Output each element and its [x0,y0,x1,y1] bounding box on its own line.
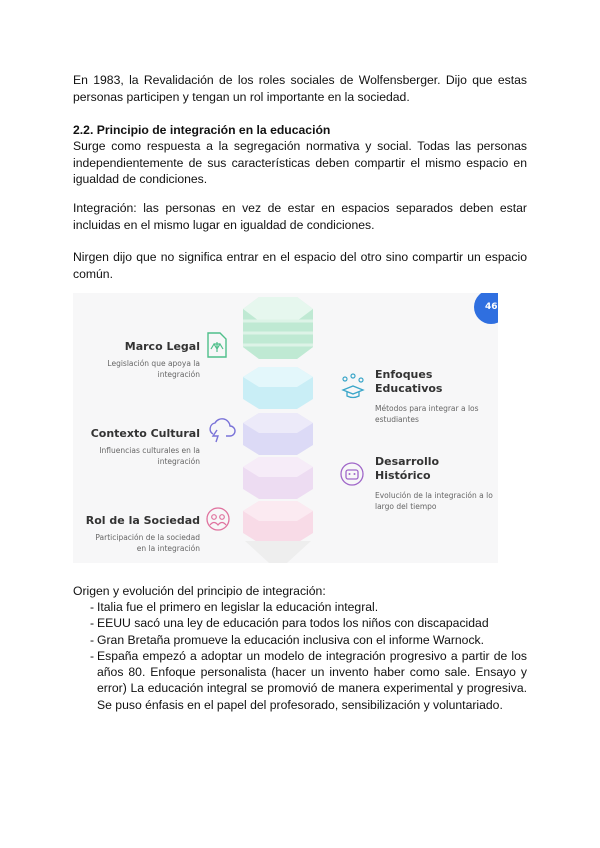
list-item: - Gran Bretaña promueve la educación inclusiva con el informe Warnock. [73,632,527,648]
item-title-desarrollo-historico: Desarrollo Histórico [375,455,440,482]
paragraph-nirgen: Nirgen dijo que no significa entrar en el espacio del otro sino compartir un espacio común. [73,250,527,281]
education-cap-icon [339,373,367,401]
item-desc-contexto-cultural: Influencias culturales en la integración [99,446,200,466]
origin-bullet-list [73,599,527,713]
item-desc-marco-legal: Legislación que apoya la integración [107,359,200,379]
section-heading: 2.2. Principio de integración en la educación [73,123,331,137]
item-title-marco-legal: Marco Legal [124,340,200,353]
paragraph-segregation: Surge como respuesta a la segregación normativa y social. Todas las personas independientemente de sus características deben compartir el mismo espacio en igualdad de condiciones. [73,139,527,186]
item-desc-rol-sociedad: Participación de la sociedad en la integración [95,533,200,553]
legal-scale-icon [205,331,229,359]
item-title-contexto-cultural: Contexto Cultural [90,427,200,440]
list-item: - EEUU sacó una ley de educación para todos los niños con discapacidad [73,615,527,631]
stack-layer-marco-legal [243,297,313,359]
integration-infographic [73,293,498,563]
cloud-arrow-icon [205,418,237,444]
origin-intro: Origen y evolución del principio de integración: [73,584,326,598]
svg-text:46: 46 [485,302,498,312]
stack-layer-sociedad [243,501,313,543]
item-title-rol-sociedad: Rol de la Sociedad [85,514,200,527]
item-title-enfoques-educativos: Enfoques Educativos [375,368,443,395]
people-icon [205,506,231,532]
stack-layer-enfoques [243,367,313,409]
item-desc-desarrollo-historico: Evolución de la integración a lo largo del tiempo [375,491,493,511]
stack-funnel [245,541,311,563]
robot-icon [339,461,365,487]
paragraph-integration-definition: Integración: las personas en vez de estar en espacios separados deben estar incluidas en el mismo lugar en igualdad de condiciones. [73,201,527,232]
list-item: - España empezó a adoptar un modelo de integración progresivo a partir de los años 80. Enfoque personalista (hacer un invento haber como sale. Ensayo y error) La educación integral se promovió de manera experimental y progresiva. Se puso énfasis en el papel del profesorado, sensibilización y voluntariado. [73,648,527,713]
paragraph-wolfensberger: En 1983, la Revalidación de los roles sociales de Wolfensberger. Dijo que estas personas participen y tengan un rol importante en la sociedad. [73,73,527,104]
item-desc-enfoques-educativos: Métodos para integrar a los estudiantes [375,404,479,424]
stack-layer-desarrollo [243,457,313,499]
stack-layer-contexto [243,413,313,455]
list-item: - Italia fue el primero en legislar la educación integral. [73,599,527,615]
